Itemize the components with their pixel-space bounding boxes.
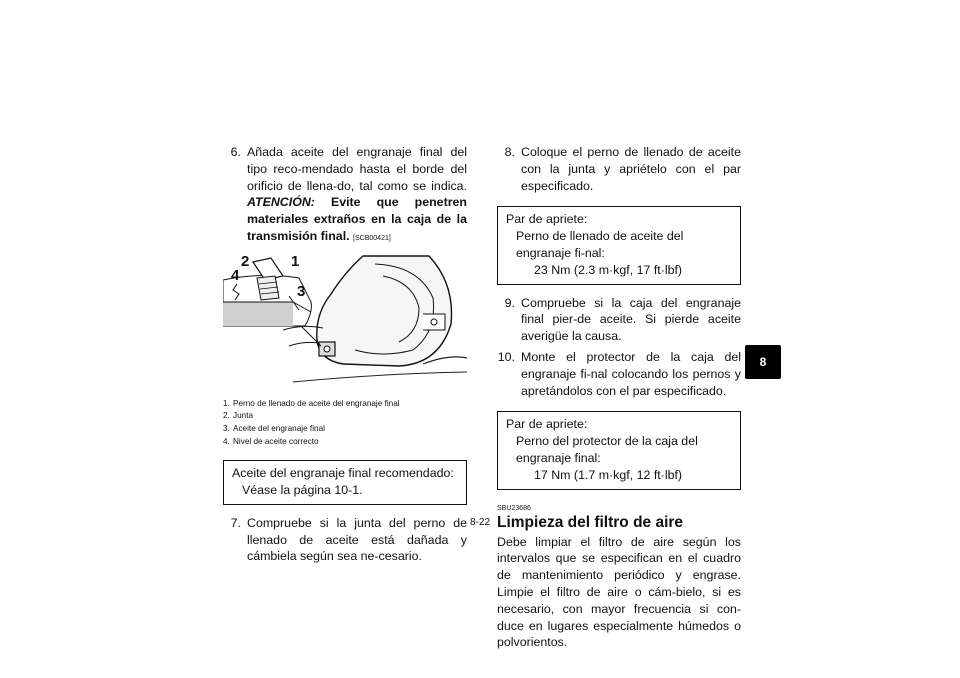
- box-item: Perno de llenado de aceite del engranaje fi-nal:: [516, 229, 684, 260]
- step-10: [497, 349, 741, 399]
- section-code: SBU23686: [497, 504, 531, 512]
- step-number: 8.: [504, 145, 515, 159]
- step-number: 6.: [230, 145, 241, 159]
- recommended-oil-box: [223, 460, 467, 505]
- box-reference: Véase la página 10-1.: [242, 482, 363, 497]
- caution-label: ATENCIÓN:: [247, 195, 315, 210]
- step-text: Compruebe si la junta del perno de llenado de aceite está dañada y cámbiela según sea ne-cesario.: [247, 515, 467, 564]
- legend-item: 4. Nivel de aceite correcto: [223, 436, 319, 446]
- left-column: [223, 144, 467, 569]
- figure-legend: [223, 398, 467, 448]
- step-6: [223, 144, 467, 248]
- section-body: Debe limpiar el filtro de aire según los intervalos que se especifican en el cuadro de mantenimiento periódico y engrase. Limpie el filtro de aire o cám-bielo, si es necesario, con mayor frecuencia si con-duce en lugares especialmente húmedos o polvorientos.: [497, 534, 741, 650]
- callout-4: 4: [231, 266, 240, 284]
- step-text: Coloque el perno de llenado de aceite con la junta y apriételo con el par especificado.: [521, 145, 741, 193]
- box-title: Par de apriete:: [506, 417, 588, 432]
- chapter-tab: 8: [745, 345, 781, 379]
- torque-box-protector-bolt: [497, 411, 741, 489]
- section-heading: Limpieza del filtro de aire: [497, 513, 684, 531]
- box-value: 17 Nm (1.7 m·kgf, 12 ft·lbf): [534, 467, 683, 482]
- reference-code: [SCB00421]: [353, 234, 391, 242]
- caution-text: Evite que penetren materiales extraños en la caja de la transmisión final.: [247, 195, 467, 243]
- legend-item: 2. Junta: [223, 411, 254, 421]
- callout-1: 1: [291, 253, 300, 270]
- legend-item: 1. Perno de llenado de aceite del engranaje final: [223, 398, 400, 408]
- gear-case-illustration: [223, 254, 467, 392]
- step-9: [497, 295, 741, 345]
- callout-2: 2: [241, 253, 250, 270]
- torque-box-filler-bolt: [497, 206, 741, 284]
- right-column: [497, 144, 741, 651]
- step-text: Monte el protector de la caja del engranaje fi-nal colocando los pernos y apretándolos con el par especificado.: [521, 349, 741, 398]
- box-title: Par de apriete:: [506, 212, 588, 227]
- callout-3: 3: [297, 282, 306, 300]
- page-number: 8-22: [469, 517, 490, 528]
- step-text: Compruebe si la caja del engranaje final pier-de aceite. Si pierde aceite averigüe la causa.: [521, 295, 741, 344]
- step-8: [497, 144, 741, 194]
- box-value: 23 Nm (2.3 m·kgf, 17 ft·lbf): [534, 262, 683, 277]
- legend-item: 3. Aceite del engranaje final: [223, 423, 325, 433]
- step-number: 9.: [504, 295, 515, 310]
- oil-filler-figure: [223, 254, 467, 392]
- step-number: 7.: [230, 515, 241, 530]
- step-text: Añada aceite del engranaje final del tipo reco-mendado hasta el borde del orificio de llena-do, tal como se indica.: [247, 145, 467, 193]
- box-title: Aceite del engranaje final recomendado:: [232, 466, 454, 481]
- box-item: Perno del protector de la caja del engranaje final:: [516, 434, 698, 465]
- step-number: 10.: [497, 349, 515, 364]
